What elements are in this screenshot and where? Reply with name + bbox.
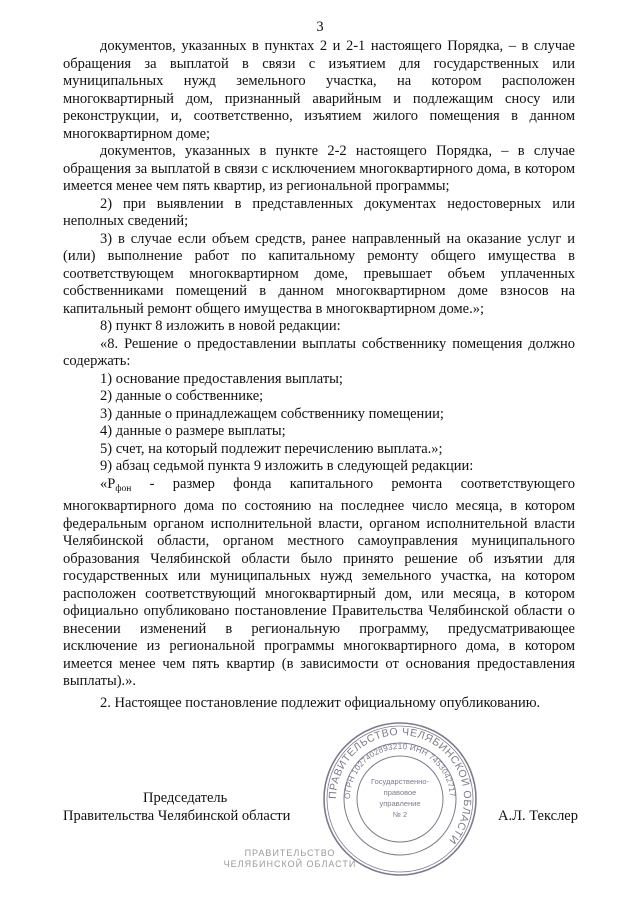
list-item-owner-data: 2) данные о собственнике; [100,388,264,404]
seal-center-line-2: правовое [383,788,417,797]
list-item-premises-data: 3) данные о принадлежащем собственнику помещении; [100,405,444,422]
faded-stamp [200,848,380,870]
list-item-payment-amount: 4) данные о размере выплаты; [100,423,286,439]
paragraph-formula-definition [63,476,575,691]
paragraph-amendment-8: 8) пункт 8 изложить в новой редакции: [100,318,341,334]
seal-outer-text: ПРАВИТЕЛЬСТВО ЧЕЛЯБИНСКОЙ ОБЛАСТИ [326,725,474,847]
paragraph-documents-2-2-1: документов, указанных в пунктах 2 и 2-1 настоящего Порядка, – в случае обращения за выплатой в связи с изъятием для государственных или муниципальных нужд земельного участка, на котором расположен многоквартирный дом, признанный аварийным и подлежащим сносу или реконструкции, и, соответственно, изъятием жилого помещения в данном многоквартирном доме; [63,38,575,142]
signature-title-line-2: Правительства Челябинской области [63,808,291,824]
formula-definition-text: - размер фонда капитального ремонта соответствующего многоквартирного дома по состоянию на последнее число месяца, в котором федеральным органом исполнительной власти, органом исполнительной власти Челябинской области, органом местного самоуправления муниципального образования Челябинской области было принято решение об изъятии для государственных или муниципальных нужд земельного участка, на котором расположен соответствующий многоквартирный дом, или месяца, в котором официально опубликовано постановление Правительства Челябинской области о внесении изменений в региональную программу, предусматривающее исключение из региональной программы многоквартирного дома, в котором имеется менее чем пять квартир (в зависимости от основания предоставления выплаты).». [63,475,575,689]
paragraph-decision-contents: «8. Решение о предоставлении выплаты собственнику помещения должно содержать: [63,335,575,369]
seal-center-line-3: управление [379,799,421,808]
seal-center-line-4: № 2 [392,810,408,819]
seal-id-text: ОГРН 1027402893210 ИНН 7453042717 [342,741,457,800]
paragraph-item-3: 3) в случае если объем средств, ранее направленный на оказание услуг и (или) выполнение работ по капитальному ремонту общего имущества в соответствующем многоквартирном доме, превышает объем уплаченных собственниками помещений в данном многоквартирном доме взносов на капитальный ремонт общего имущества в многоквартирном доме.»; [63,230,575,317]
page-number: 3 [316,19,324,35]
document-body [63,38,575,712]
seal-center-line-1: Государственно- [371,777,429,786]
paragraph-publication: 2. Настоящее постановление подлежит официальному опубликованию. [100,694,541,711]
paragraph-documents-2-2: документов, указанных в пункте 2-2 настоящего Порядка, – в случае обращения за выплатой в связи с исключением многоквартирного дома, в котором имеется менее чем пять квартир, из региональной программы; [63,143,575,194]
list-item-account: 5) счет, на который подлежит перечислению выплата.»; [100,440,443,457]
paragraph-amendment-9: 9) абзац седьмой пункта 9 изложить в следующей редакции: [100,458,474,474]
signature-title-line-1: Председатель [143,790,228,806]
formula-symbol: «Р [100,475,116,492]
faded-stamp-line-1: ПРАВИТЕЛЬСТВО [244,848,336,858]
list-item-basis: 1) основание предоставления выплаты; [100,370,343,387]
paragraph-item-2: 2) при выявлении в представленных документах недостоверных или неполных сведений; [63,195,575,229]
formula-subscript: фон [115,483,132,494]
faded-stamp-line-2: ЧЕЛЯБИНСКОЙ ОБЛАСТИ [223,859,357,869]
signatory-name: А.Л. Текслер [498,808,578,824]
